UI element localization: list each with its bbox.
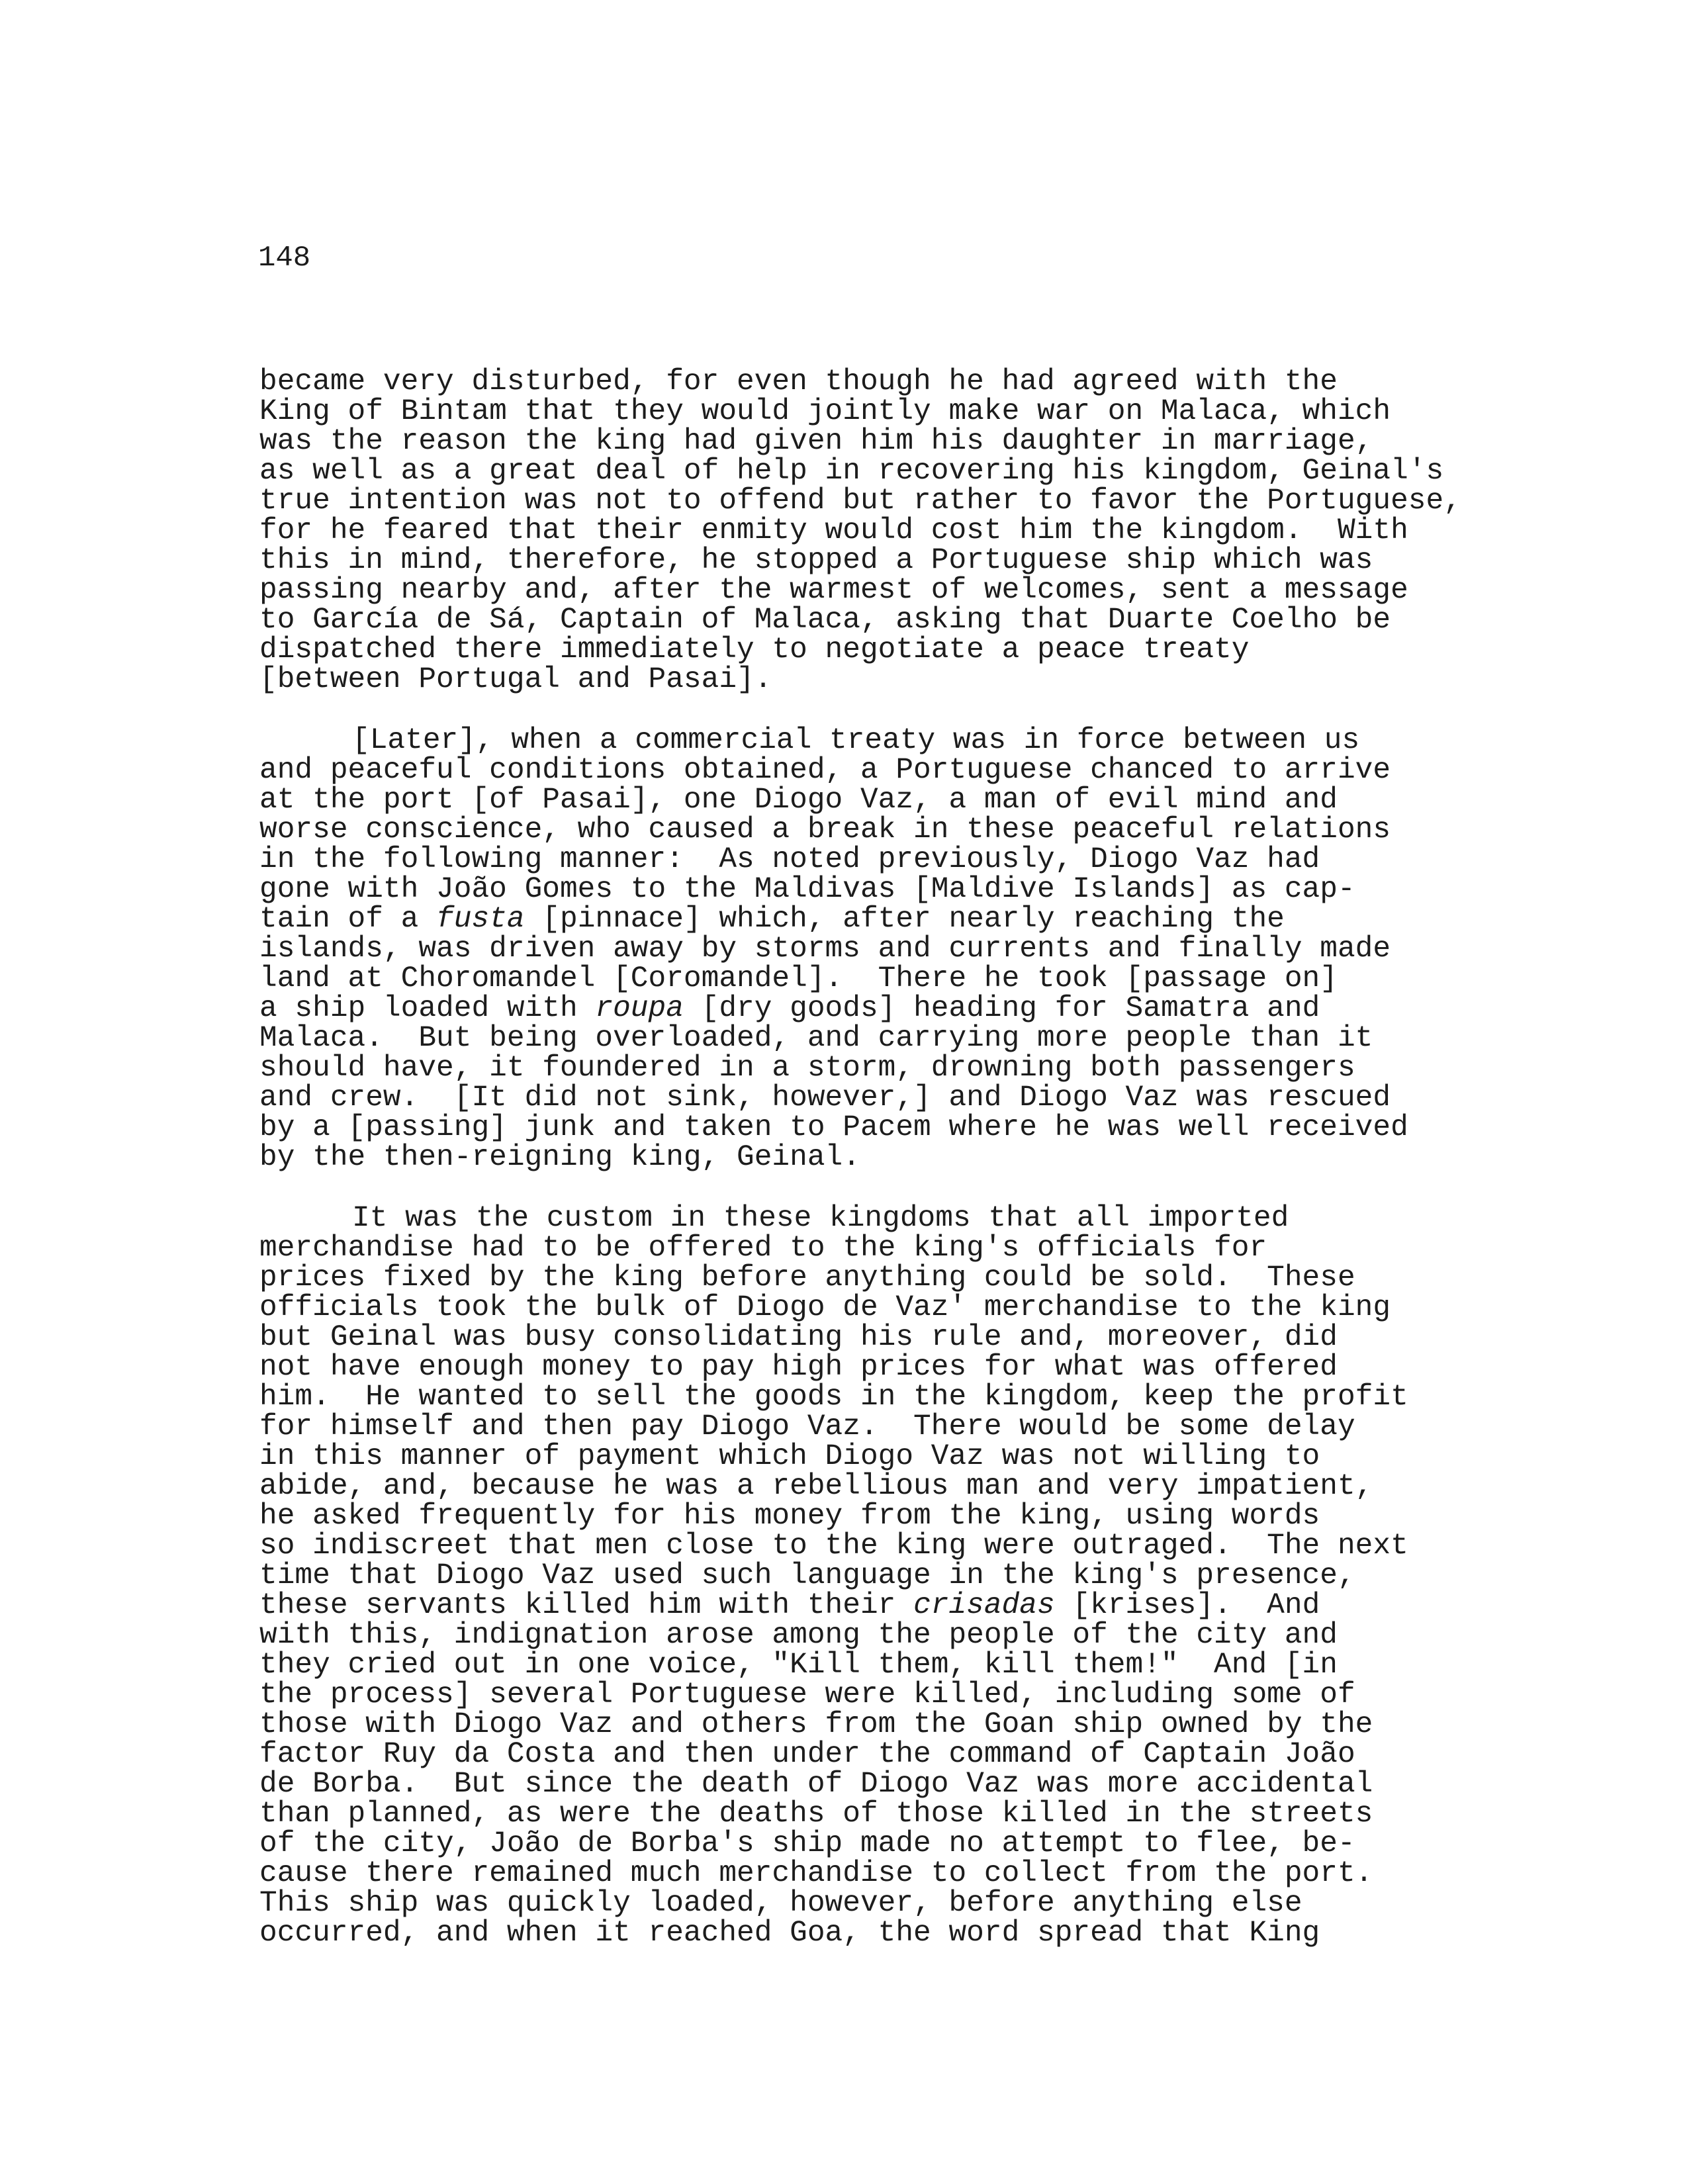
text-segment: dispatched there immediately to negotiate a peace treaty bbox=[259, 633, 1250, 666]
paragraph-gap bbox=[259, 1173, 1663, 1204]
text-line bbox=[259, 1204, 1663, 1234]
text-line bbox=[259, 934, 1663, 964]
text-line bbox=[259, 1263, 1663, 1293]
text-line bbox=[259, 367, 1663, 397]
text-line bbox=[259, 1680, 1663, 1710]
text-segment: tain of a bbox=[259, 903, 437, 936]
text-segment: by a [passing] junk and taken to Pacem where he was well received bbox=[259, 1111, 1408, 1144]
text-line bbox=[259, 546, 1663, 576]
text-segment: King of Bintam that they would jointly make war on Malaca, which bbox=[259, 395, 1391, 428]
text-line bbox=[259, 1472, 1663, 1502]
text-segment: Malaca. But being overloaded, and carrying more people than it bbox=[259, 1022, 1373, 1055]
text-line bbox=[259, 1502, 1663, 1531]
text-segment: and peaceful conditions obtained, a Portuguese chanced to arrive bbox=[259, 754, 1391, 787]
text-segment: those with Diogo Vaz and others from the Goan ship owned by the bbox=[259, 1708, 1373, 1741]
text-line bbox=[259, 1323, 1663, 1353]
text-segment: factor Ruy da Costa and then under the command of Captain João bbox=[259, 1738, 1355, 1771]
text-segment: with this, indignation arose among the people of the city and bbox=[259, 1619, 1338, 1652]
text-line bbox=[259, 1770, 1663, 1799]
text-segment: for he feared that their enmity would cost him the kingdom. With bbox=[259, 514, 1408, 547]
text-line bbox=[259, 1531, 1663, 1561]
text-line bbox=[259, 845, 1663, 875]
text-line bbox=[259, 1383, 1663, 1412]
text-line bbox=[259, 1113, 1663, 1143]
text-line bbox=[259, 1083, 1663, 1113]
text-line bbox=[259, 606, 1663, 635]
body-text bbox=[259, 367, 1663, 1948]
text-line bbox=[259, 1054, 1663, 1083]
text-segment: This ship was quickly loaded, however, before anything else bbox=[259, 1887, 1302, 1920]
text-segment: at the port [of Pasai], one Diogo Vaz, a man of evil mind and bbox=[259, 784, 1338, 817]
text-segment: they cried out in one voice, "Kill them, kill them!" And [in bbox=[259, 1649, 1338, 1682]
italic-term: fusta bbox=[436, 903, 525, 936]
text-segment: occurred, and when it reached Goa, the word spread that King bbox=[259, 1917, 1320, 1950]
text-line bbox=[259, 1293, 1663, 1323]
text-line bbox=[259, 1353, 1663, 1383]
text-line bbox=[259, 726, 1663, 756]
text-segment: land at Choromandel [Coromandel]. There he took [passage on] bbox=[259, 962, 1338, 995]
text-segment: It was the custom in these kingdoms that all imported bbox=[352, 1202, 1289, 1235]
text-segment: these servants killed him with their bbox=[259, 1589, 914, 1622]
text-segment: for himself and then pay Diogo Vaz. There would be some delay bbox=[259, 1410, 1355, 1443]
text-segment: the process] several Portuguese were killed, including some of bbox=[259, 1678, 1355, 1711]
text-segment: became very disturbed, for even though he had agreed with the bbox=[259, 365, 1338, 398]
text-line bbox=[259, 1919, 1663, 1948]
text-segment: gone with João Gomes to the Maldivas [Maldive Islands] as cap- bbox=[259, 873, 1355, 906]
text-segment: as well as a great deal of help in recovering his kingdom, Geinal's bbox=[259, 455, 1444, 488]
text-segment: a ship loaded with bbox=[259, 992, 596, 1025]
text-line bbox=[259, 1442, 1663, 1472]
text-line bbox=[259, 1143, 1663, 1173]
text-line bbox=[259, 1889, 1663, 1919]
text-segment: true intention was not to offend but rather to favor the Portuguese, bbox=[259, 484, 1461, 518]
text-segment: he asked frequently for his money from the king, using words bbox=[259, 1500, 1320, 1533]
text-segment: him. He wanted to sell the goods in the kingdom, keep the profit bbox=[259, 1381, 1408, 1414]
text-segment: passing nearby and, after the warmest of welcomes, sent a message bbox=[259, 574, 1408, 607]
page-number: 148 bbox=[258, 242, 311, 275]
text-segment: so indiscreet that men close to the king were outraged. The next bbox=[259, 1529, 1408, 1563]
text-line bbox=[259, 486, 1663, 516]
text-segment: [pinnace] which, after nearly reaching the bbox=[524, 903, 1285, 936]
text-line bbox=[259, 457, 1663, 486]
text-segment: merchandise had to be offered to the king's officials for bbox=[259, 1232, 1267, 1265]
text-line bbox=[259, 1829, 1663, 1859]
text-line bbox=[259, 1561, 1663, 1591]
text-line bbox=[259, 905, 1663, 934]
text-line bbox=[259, 1412, 1663, 1442]
text-segment: [krises]. And bbox=[1054, 1589, 1320, 1622]
text-line bbox=[259, 1710, 1663, 1740]
text-segment: prices fixed by the king before anything could be sold. These bbox=[259, 1261, 1355, 1295]
text-segment: not have enough money to pay high prices for what was offered bbox=[259, 1351, 1338, 1384]
text-line bbox=[259, 1024, 1663, 1054]
text-line bbox=[259, 576, 1663, 606]
text-segment: worse conscience, who caused a break in these peaceful relations bbox=[259, 813, 1391, 846]
text-segment: [between Portugal and Pasai]. bbox=[259, 663, 772, 696]
text-segment: of the city, João de Borba's ship made no attempt to flee, be- bbox=[259, 1827, 1355, 1860]
text-line bbox=[259, 786, 1663, 815]
text-line bbox=[259, 397, 1663, 427]
text-segment: this in mind, therefore, he stopped a Portuguese ship which was bbox=[259, 544, 1373, 577]
text-line bbox=[259, 1740, 1663, 1770]
text-line bbox=[259, 964, 1663, 994]
text-line bbox=[259, 1234, 1663, 1263]
text-line bbox=[259, 665, 1663, 695]
text-segment: by the then-reigning king, Geinal. bbox=[259, 1141, 860, 1174]
text-line bbox=[259, 1651, 1663, 1680]
text-segment: was the reason the king had given him his daughter in marriage, bbox=[259, 425, 1373, 458]
italic-term: roupa bbox=[595, 992, 684, 1025]
text-segment: in the following manner: As noted previously, Diogo Vaz had bbox=[259, 843, 1320, 876]
text-segment: should have, it foundered in a storm, drowning both passengers bbox=[259, 1052, 1355, 1085]
text-segment: to García de Sá, Captain of Malaca, asking that Duarte Coelho be bbox=[259, 604, 1391, 637]
paragraph bbox=[259, 1204, 1663, 1948]
text-segment: [Later], when a commercial treaty was in force between us bbox=[352, 724, 1360, 757]
text-line bbox=[259, 815, 1663, 845]
text-segment: islands, was driven away by storms and currents and finally made bbox=[259, 933, 1391, 966]
text-line bbox=[259, 1591, 1663, 1621]
text-segment: abide, and, because he was a rebellious man and very impatient, bbox=[259, 1470, 1373, 1503]
text-line bbox=[259, 1859, 1663, 1889]
text-segment: but Geinal was busy consolidating his rule and, moreover, did bbox=[259, 1321, 1338, 1354]
paragraph-gap bbox=[259, 695, 1663, 726]
paragraph bbox=[259, 367, 1663, 695]
text-segment: de Borba. But since the death of Diogo Vaz was more accidental bbox=[259, 1768, 1373, 1801]
text-segment: [dry goods] heading for Samatra and bbox=[683, 992, 1320, 1025]
text-segment: in this manner of payment which Diogo Vaz was not willing to bbox=[259, 1440, 1320, 1473]
paragraph bbox=[259, 726, 1663, 1173]
text-line bbox=[259, 1621, 1663, 1651]
text-line bbox=[259, 756, 1663, 786]
text-segment: time that Diogo Vaz used such language in the king's presence, bbox=[259, 1559, 1355, 1592]
text-line bbox=[259, 875, 1663, 905]
text-segment: than planned, as were the deaths of those killed in the streets bbox=[259, 1797, 1373, 1831]
text-segment: and crew. [It did not sink, however,] and Diogo Vaz was rescued bbox=[259, 1081, 1391, 1115]
text-line bbox=[259, 427, 1663, 457]
text-line bbox=[259, 635, 1663, 665]
text-line bbox=[259, 516, 1663, 546]
text-segment: cause there remained much merchandise to collect from the port. bbox=[259, 1857, 1373, 1890]
italic-term: crisadas bbox=[913, 1589, 1055, 1622]
text-segment: officials took the bulk of Diogo de Vaz' merchandise to the king bbox=[259, 1291, 1391, 1324]
text-line bbox=[259, 994, 1663, 1024]
text-line bbox=[259, 1799, 1663, 1829]
